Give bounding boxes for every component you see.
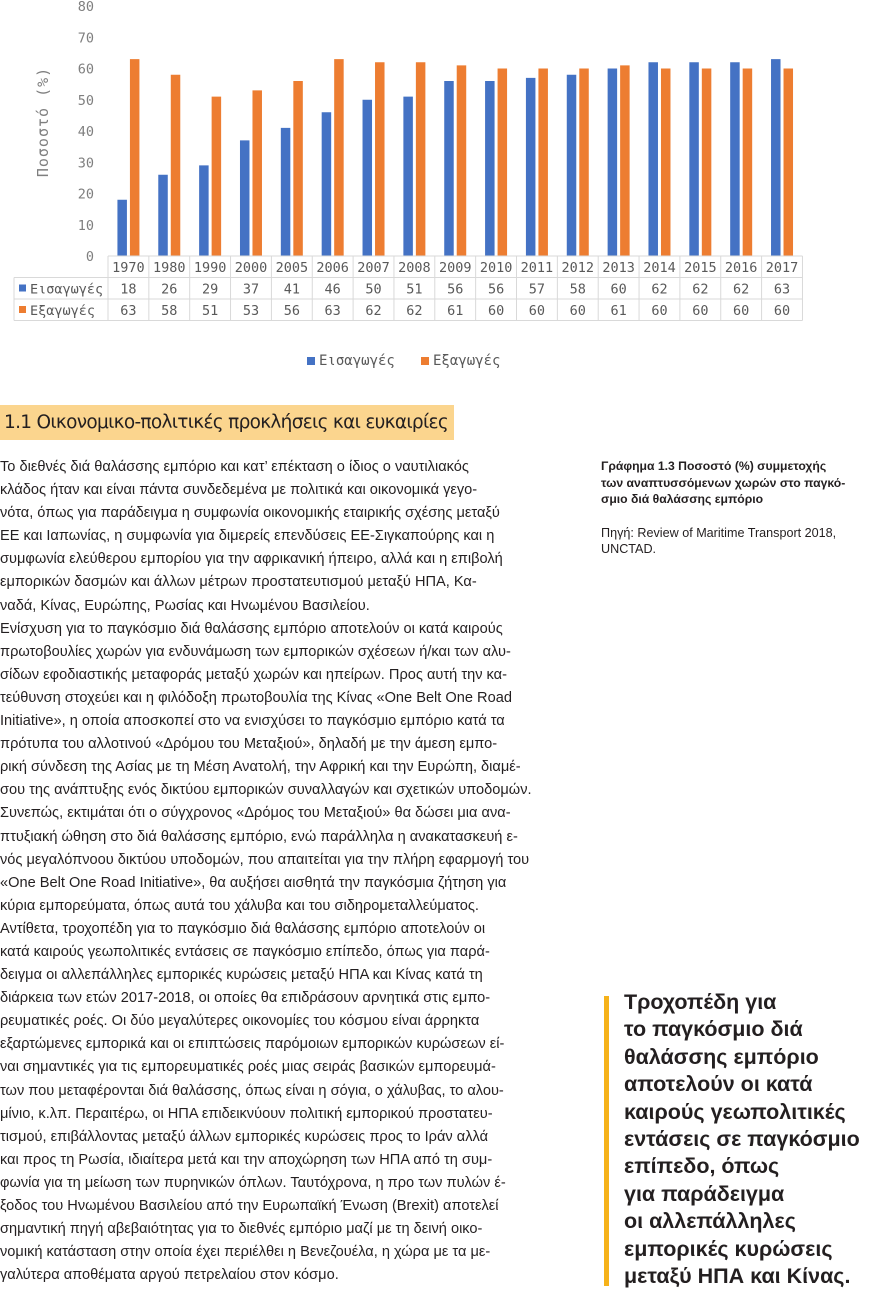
figure-source-line: UNCTAD. <box>601 542 657 556</box>
data-label: 50 <box>365 281 382 298</box>
figure-source-line: Πηγή: Review of Maritime Transport 2018, <box>601 525 837 540</box>
bar-exports <box>416 62 426 256</box>
text-line: νότα, όπως για παράδειγμα η συμφωνία οικονομικής εταιρικής σχέσης μεταξύ <box>0 505 500 522</box>
bar-imports <box>363 100 373 256</box>
text-line: ρική σύνδεση της Ασίας με τη Μέση Ανατολή, την Αφρική και την Ευρώπη, διαμέ- <box>0 759 521 776</box>
pull-quote-line: καιρούς γεωπολιτικές <box>624 1099 846 1124</box>
bar-exports <box>375 62 385 256</box>
x-tick-label: 1990 <box>193 260 227 276</box>
text-line: τισμού, επιβάλλοντας μεταξύ άλλων εμπορικές κυρώσεις προς το Ιράν αλλά <box>0 1128 489 1145</box>
bar-exports <box>784 69 794 257</box>
x-tick-label: 1970 <box>112 260 145 276</box>
bar-imports <box>608 69 618 257</box>
y-tick-label: 70 <box>77 30 94 47</box>
bar-imports <box>322 112 332 256</box>
legend-key <box>19 306 26 313</box>
pull-quote-accent-bar <box>604 996 609 1286</box>
pull-quote-line: Τροχοπέδη για <box>624 990 777 1014</box>
text-line: ρευματικές ροές. Οι δύο μεγαλύτερες οικονομίες του κόσμου είναι άρρηκτα <box>0 1013 480 1030</box>
text-line: Initiative», η οποία αποσκοπεί στο να ενισχύσει το παγκόσμιο εμπόριο κατά τα <box>0 713 505 730</box>
legend-label: Εισαγωγές <box>319 353 395 369</box>
x-tick-label: 2017 <box>765 260 799 276</box>
bar-chart <box>0 0 872 395</box>
bar-imports <box>648 62 658 256</box>
pull-quote <box>604 990 870 1289</box>
pull-quote-line: εμπορικές κυρώσεις <box>624 1236 833 1261</box>
figure-title-line: σμιο διά θαλάσσης εμπόριο <box>601 492 764 506</box>
bar-imports <box>199 165 209 256</box>
figure-title <box>601 458 871 508</box>
data-label: 63 <box>773 281 791 298</box>
paragraph <box>0 618 576 918</box>
data-label: 58 <box>569 281 586 298</box>
bar-imports <box>158 175 168 256</box>
text-line: πρότυπα του αλλοτινού «Δρόμου του Μεταξιού», δηλαδή με την άμεση εμπο- <box>0 736 498 753</box>
text-line: διάρκεια των ετών 2017-2018, οι οποίες θα επιδράσουν αρνητικά στις εμπο- <box>0 990 491 1007</box>
text-line: γαλύτερα αποθέματα αργού πετρελαίου στον κόσμο. <box>0 1267 339 1284</box>
pull-quote-line: θαλάσσης εμπόριο <box>624 1044 819 1069</box>
bar-exports <box>498 69 508 257</box>
x-tick-label: 2010 <box>479 260 513 276</box>
legend-label: Εξαγωγές <box>433 353 501 369</box>
text-line: πρωτοβουλίες χωρών για ενδυνάμωση των εμπορικών σχέσεων ή/και των αλυ- <box>0 643 511 660</box>
paragraph <box>0 918 576 1288</box>
data-label: 37 <box>242 281 260 298</box>
bar-imports <box>403 97 413 256</box>
y-tick-label: 40 <box>77 124 94 140</box>
pull-quote-line: επίπεδο, όπως <box>624 1154 780 1179</box>
x-tick-label: 2013 <box>602 260 635 276</box>
table-row-label: Εξαγωγές <box>30 303 96 319</box>
bar-exports <box>130 59 140 256</box>
x-tick-label: 1980 <box>153 260 186 276</box>
data-label: 29 <box>201 281 219 298</box>
x-tick-label: 2000 <box>234 260 268 276</box>
bar-imports <box>117 200 127 256</box>
y-tick-label: 0 <box>85 249 94 265</box>
y-tick-label: 50 <box>77 92 94 109</box>
x-tick-label: 2012 <box>561 260 595 276</box>
x-tick-label: 2014 <box>643 260 676 276</box>
x-tick-label: 2016 <box>724 260 758 276</box>
data-label: 53 <box>242 303 260 319</box>
data-label: 63 <box>120 303 137 319</box>
y-tick-label: 20 <box>77 186 94 203</box>
figure-source <box>601 525 871 558</box>
y-tick-label: 80 <box>77 0 94 15</box>
bar-exports <box>661 69 671 257</box>
x-tick-label: 2008 <box>398 260 431 276</box>
data-label: 51 <box>406 281 423 298</box>
data-label: 41 <box>283 281 300 298</box>
text-line: ΕΕ και Ιαπωνίας, η συμφωνία για διμερείς επενδύσεις ΕΕ-Σιγκαπούρης και η <box>0 528 495 545</box>
text-line: τεύθυνση στοχεύει και η φιλόδοξη πρωτοβουλία της Κίνας «One Belt One Road <box>0 689 512 706</box>
text-line: σου της ανάπτυξης ενός δικτύου εμπορικών συναλλαγών και σχετικών υποδομών. <box>0 782 532 799</box>
data-label: 62 <box>733 281 750 298</box>
data-label: 62 <box>651 281 668 298</box>
bar-exports <box>702 69 712 257</box>
bar-imports <box>281 128 291 256</box>
bar-imports <box>485 81 495 256</box>
x-tick-label: 2009 <box>438 260 472 276</box>
data-label: 62 <box>365 303 382 319</box>
body-text <box>0 456 576 1287</box>
data-label: 56 <box>487 281 505 298</box>
text-line: νός μεγαλόπνοου δικτύου υποδομών, που απαιτείται για την πλήρη εφαρμογή του <box>0 851 530 868</box>
text-line: ναι σημαντικές για τις εμπορευματικές ροές μιας σειράς βασικών εμπορευμά- <box>0 1059 496 1076</box>
text-line: κατά καιρούς γεωπολιτικές εντάσεις σε παγκόσμιο επίπεδο, όπως για παρά- <box>0 943 490 960</box>
text-line: «One Belt One Road Initiative», θα αυξήσει αισθητά την παγκόσμια ζήτηση για <box>0 874 507 891</box>
text-line: ξοδος του Ηνωμένου Βασιλείου από την Ευρωπαϊκή Ένωση (Brexit) αποτελεί <box>0 1198 499 1214</box>
text-line: φωνία για τη μείωση των πυρηνικών όπλων. Ταυτόχρονα, η προ των πυλών έ- <box>0 1174 506 1191</box>
bar-imports <box>567 75 577 256</box>
data-label: 60 <box>610 281 627 298</box>
data-label: 60 <box>733 303 750 319</box>
pull-quote-line: για παράδειγμα <box>624 1181 785 1206</box>
data-label: 61 <box>447 303 464 319</box>
bar-exports <box>457 65 467 256</box>
bar-exports <box>171 75 181 256</box>
bar-exports <box>620 65 630 256</box>
text-line: δειγμα οι αλλεπάλληλες εμπορικές κυρώσεις μεταξύ ΗΠΑ και Κίνας κατά τη <box>0 967 483 984</box>
bar-imports <box>240 140 250 256</box>
data-label: 46 <box>324 281 341 298</box>
figure-caption <box>601 458 871 558</box>
text-line: σίδων εφοδιαστικής μεταφοράς μεταξύ χωρών και ηπείρων. Προς αυτή την κα- <box>0 666 507 683</box>
y-tick-label: 30 <box>77 155 94 172</box>
data-label: 60 <box>569 303 586 319</box>
x-tick-label: 2011 <box>520 260 554 276</box>
text-line: κύρια εμπορεύματα, όπως αυτά του χάλυβα και του σιδηρομεταλλεύματος. <box>0 897 479 914</box>
data-label: 63 <box>324 303 341 319</box>
pull-quote-text <box>624 989 860 1290</box>
bar-imports <box>730 62 740 256</box>
text-line: εξαρτώμενες εμπορικά και οι επιπτώσεις παρόμοιων εμπορικών κυρώσεων εί- <box>0 1036 505 1053</box>
data-label: 58 <box>161 303 178 319</box>
data-label: 57 <box>528 281 546 298</box>
data-label: 60 <box>651 303 668 319</box>
pull-quote-line: το παγκόσμιο διά <box>624 1017 803 1042</box>
data-label: 60 <box>487 303 505 319</box>
pull-quote-line: οι αλλεπάλληλες <box>624 1209 796 1234</box>
text-line: των που μεταφέρονται διά θαλάσσης, όπως είναι η σόγια, ο χάλυβας, το αλου- <box>0 1082 504 1099</box>
text-line: μίνιο, κ.λπ. Περαιτέρω, οι ΗΠΑ επιδεικνύουν πολιτική εμπορικού προστατευ- <box>0 1105 493 1122</box>
bar-exports <box>538 69 548 257</box>
x-tick-label: 2005 <box>275 260 309 276</box>
text-line: Ενίσχυση για το παγκόσμιο διά θαλάσσης εμπόριο αποτελούν οι κατά καιρούς <box>0 620 503 637</box>
bar-exports <box>334 59 344 256</box>
data-label: 60 <box>773 303 791 319</box>
y-axis-title: Ποσοστό (%) <box>34 66 52 178</box>
data-label: 56 <box>447 281 464 298</box>
pull-quote-line: εντάσεις σε παγκόσμιο <box>624 1127 860 1152</box>
legend-key <box>421 357 429 365</box>
x-tick-label: 2007 <box>357 260 390 276</box>
data-label: 56 <box>283 303 300 319</box>
section-heading: 1.1 Οικονομικο-πολιτικές προκλήσεις και ευκαιρίες <box>0 405 454 440</box>
bar-imports <box>526 78 536 256</box>
text-line: εμπορικών δασμών και άλλων μέτρων προστατευτισμού μεταξύ ΗΠΑ, Κα- <box>0 574 477 591</box>
bar-imports <box>771 59 781 256</box>
bar-exports <box>579 69 589 257</box>
data-label: 60 <box>528 303 546 319</box>
data-label: 61 <box>610 303 627 319</box>
bar-exports <box>743 69 753 257</box>
text-line: Συνεπώς, εκτιμάται ότι ο σύγχρονος «Δρόμος του Μεταξιού» θα δώσει μια ανα- <box>0 805 511 822</box>
text-line: και προς τη Ρωσία, ιδιαίτερα μετά και την αποχώρηση των ΗΠΑ από τη συμ- <box>0 1151 493 1168</box>
pull-quote-line: αποτελούν οι κατά <box>624 1072 813 1097</box>
data-label: 26 <box>161 281 178 298</box>
text-line: σημαντική πηγή αβεβαιότητας για το διεθνές εμπόριο μαζί με τη δεινή οικο- <box>0 1221 483 1238</box>
bar-exports <box>212 97 222 256</box>
text-line: πτυξιακή ώθηση στο διά θαλάσσης εμπόριο, ενώ παράλληλα η ανακατασκευή ε- <box>0 828 518 845</box>
text-line: κλάδος ήταν και είναι πάντα συνδεδεμένα με πολιτικά και οικονομικά γεγο- <box>0 482 478 499</box>
data-label: 60 <box>692 303 709 319</box>
data-label: 62 <box>406 303 423 319</box>
text-line: Το διεθνές διά θαλάσσης εμπόριο και κατ’ επέκταση ο ίδιος ο ναυτιλιακός <box>0 459 469 475</box>
text-line: νομική κατάσταση στην οποία έχει περιέλθει η Βενεζουέλα, η χώρα με τα με- <box>0 1244 491 1261</box>
bar-exports <box>293 81 303 256</box>
bar-imports <box>689 62 699 256</box>
data-label: 18 <box>120 281 137 298</box>
data-label: 51 <box>201 303 219 319</box>
legend-key <box>19 285 26 292</box>
y-tick-label: 60 <box>77 61 94 78</box>
bar-exports <box>252 90 262 256</box>
pull-quote-line: μεταξύ ΗΠΑ και Κίνας. <box>624 1264 851 1289</box>
text-line: συμφωνία ελεύθερου εμπορίου για την αφρικανική ήπειρο, αλλά και η επιβολή <box>0 551 503 568</box>
y-tick-label: 10 <box>77 217 94 234</box>
data-label: 62 <box>692 281 709 298</box>
figure-title-line: Γράφημα 1.3 Ποσοστό (%) συμμετοχής <box>601 459 827 473</box>
bar-imports <box>444 81 454 256</box>
legend-key <box>307 357 315 365</box>
paragraph <box>0 456 576 618</box>
text-line: Αντίθετα, τροχοπέδη για το παγκόσμιο διά θαλάσσης εμπόριο αποτελούν οι <box>0 920 486 937</box>
figure-title-line: των αναπτυσσόμενων χωρών στο παγκό- <box>601 475 846 490</box>
x-tick-label: 2015 <box>684 260 717 276</box>
table-row-label: Εισαγωγές <box>30 281 104 298</box>
text-line: ναδά, Κίνας, Ευρώπης, Ρωσίας και Ηνωμένου Βασιλείου. <box>0 597 370 614</box>
x-tick-label: 2006 <box>316 260 349 276</box>
